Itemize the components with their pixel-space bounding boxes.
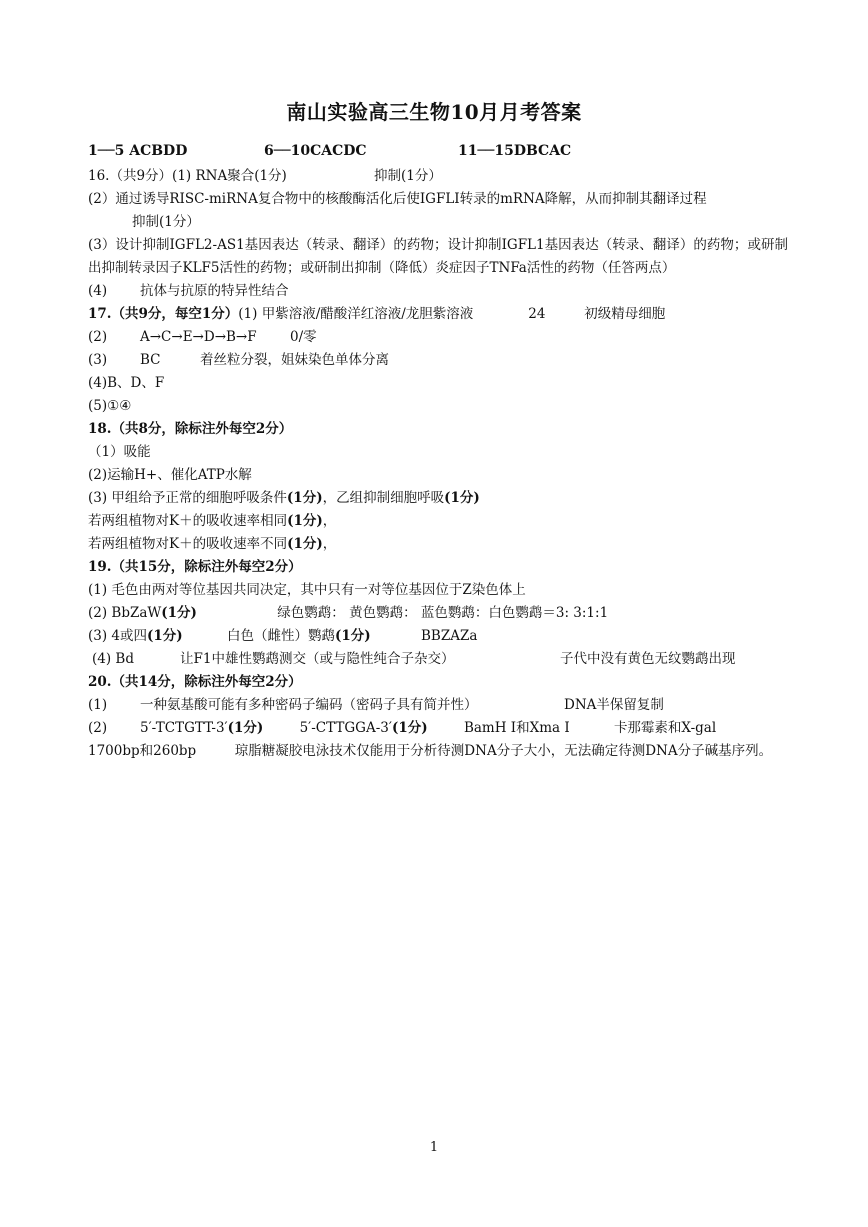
q20-line-2 bbox=[88, 717, 788, 740]
q20-line-1 bbox=[88, 694, 788, 717]
q19-part-2-score: (1分) bbox=[161, 605, 197, 621]
q20-part-2-seq-2: 5′-CTTGGA-3′ bbox=[299, 720, 392, 736]
q20-part-2-marker: 卡那霉素和X-gal bbox=[613, 720, 717, 736]
q16-line-1 bbox=[88, 165, 788, 188]
q17-part-1-b: 24 bbox=[528, 306, 546, 322]
q17-heading: 17.（共9分，每空1分） bbox=[88, 306, 239, 322]
q16-part-1-answer: 抑制(1分） bbox=[374, 168, 442, 184]
q17-part-3-answer: BC bbox=[140, 352, 161, 368]
q18-part-3-score-2: (1分) bbox=[444, 490, 480, 506]
q17-line-4: (4)B、D、F bbox=[88, 375, 165, 391]
q19-part-3-a: (3) 4或四 bbox=[88, 628, 148, 644]
q16-line-2b: 抑制(1分） bbox=[132, 214, 200, 230]
q18-part-5-a: 若两组植物对K＋的吸收速率不同 bbox=[88, 536, 288, 552]
mc-answers-11-15: 11──15DBCAC bbox=[458, 143, 572, 159]
q17-line-2 bbox=[88, 326, 788, 349]
q18-part-4-c: ， bbox=[322, 513, 337, 529]
q19-part-3-genotype: BBZAZa bbox=[421, 628, 478, 644]
q18-part-3-score-1: (1分) bbox=[286, 490, 323, 506]
q16-part-1: 16.（共9分）(1) RNA聚合(1分) bbox=[88, 168, 287, 184]
q20-part-2-score-1: (1分) bbox=[227, 720, 264, 736]
q19-line-3 bbox=[88, 625, 788, 648]
q18-part-5-score: (1分) bbox=[287, 536, 323, 552]
q16-line-3: (3）设计抑制IGFL2-AS1基因表达（转录、翻译）的药物；设计抑制IGFL1基因表达（转录、翻译）的药物；或研制出抑制转录因子KLF5活性的药物；或研制出抑制（降低）炎症因子TNFa活性的药物（任答两点） bbox=[88, 237, 788, 276]
page-number: 1 bbox=[429, 1140, 439, 1155]
answer-content bbox=[88, 140, 788, 763]
q20-part-1-number: (1) bbox=[88, 697, 108, 713]
q17-line-3 bbox=[88, 349, 788, 372]
q18-line-4 bbox=[88, 510, 788, 533]
q17-part-2-number: (2) bbox=[88, 329, 108, 345]
q18-part-3-c: ，乙组抑制细胞呼吸 bbox=[322, 490, 445, 506]
q20-part-2-number: (2) bbox=[88, 720, 108, 736]
q19-part-4-a: (4) Bd bbox=[92, 651, 134, 667]
q18-line-2: (2)运输H+、催化ATP水解 bbox=[88, 467, 252, 483]
q19-part-2-a: (2) BbZaW bbox=[88, 605, 162, 621]
q19-part-2-ratio: 绿色鹦鹉： 黄色鹦鹉： 蓝色鹦鹉：白色鹦鹉＝3: 3:1:1 bbox=[277, 605, 609, 621]
q16-part-4-number: (4) bbox=[88, 283, 108, 299]
mc-answers-1-5: 1──5 ACBDD bbox=[88, 143, 188, 159]
q20-part-2-seq-1: 5′-TCTGTT-3′ bbox=[140, 720, 228, 736]
q17-line-1 bbox=[88, 303, 788, 326]
q18-line-5 bbox=[88, 533, 788, 556]
q17-part-3-b: 着丝粒分裂，姐妹染色单体分离 bbox=[200, 352, 389, 368]
q17-line-5: (5)①④ bbox=[88, 398, 132, 414]
q20-part-2-enzymes: BamH I和Xma I bbox=[463, 720, 570, 736]
q19-part-3-score-2: (1分) bbox=[335, 628, 371, 644]
multiple-choice-answers bbox=[88, 140, 788, 163]
q18-part-3-a: (3) 甲组给予正常的细胞呼吸条件 bbox=[88, 490, 287, 506]
q20-heading: 20.（共14分，除标注外每空2分） bbox=[88, 674, 302, 690]
q16-line-2: (2）通过诱导RISC-miRNA复合物中的核酸酶活化后使IGFLI转录的mRNA降解，从而抑制其翻译过程 bbox=[88, 191, 707, 207]
q17-part-3-number: (3) bbox=[88, 352, 108, 368]
q18-part-4-score: (1分) bbox=[287, 513, 323, 529]
q18-line-3 bbox=[88, 487, 788, 510]
page-title: 南山实验高三生物10月月考答案 bbox=[286, 100, 582, 124]
q20-part-2-score-2: (1分) bbox=[391, 720, 428, 736]
q19-line-1: (1) 毛色由两对等位基因共同决定，其中只有一对等位基因位于Z染色体上 bbox=[88, 582, 526, 598]
q19-part-4-c: 子代中没有黄色无纹鹦鹉出现 bbox=[560, 651, 736, 667]
q19-line-4 bbox=[88, 648, 788, 671]
q18-part-4-a: 若两组植物对K＋的吸收速率相同 bbox=[88, 513, 288, 529]
q19-line-2 bbox=[88, 602, 788, 625]
q18-line-1: （1）吸能 bbox=[88, 444, 151, 460]
q20-line-3: 1700bp和260bp 琼脂糖凝胶电泳技术仅能用于分析待测DNA分子大小，无法确定待测DNA分子碱基序列。 bbox=[88, 743, 773, 759]
q19-heading: 19.（共15分，除标注外每空2分） bbox=[88, 559, 302, 575]
q17-part-1: (1) 甲紫溶液/醋酸洋红溶液/龙胆紫溶液 bbox=[238, 306, 474, 322]
q17-part-1-c: 初级精母细胞 bbox=[584, 306, 666, 322]
mc-answers-6-10: 6──10CACDC bbox=[264, 143, 367, 159]
q18-heading: 18.（共8分，除标注外每空2分） bbox=[88, 421, 293, 437]
q19-part-4-b: 让F1中雄性鹦鹉测交（或与隐性纯合子杂交） bbox=[180, 651, 455, 667]
q18-part-5-c: ， bbox=[322, 536, 337, 552]
q20-part-1-b: DNA半保留复制 bbox=[564, 697, 664, 713]
q17-part-2-answer: A→C→E→D→B→F bbox=[140, 329, 257, 345]
q19-part-3-c: 白色（雌性）鹦鹉 bbox=[227, 628, 336, 644]
q17-part-2-b: 0/零 bbox=[290, 329, 317, 345]
q16-part-4-answer: 抗体与抗原的特异性结合 bbox=[140, 283, 289, 299]
q20-part-1-answer: 一种氨基酸可能有多种密码子编码（密码子具有简并性） bbox=[140, 697, 478, 713]
q19-part-3-score-1: (1分) bbox=[147, 628, 183, 644]
q16-line-4 bbox=[88, 280, 788, 303]
